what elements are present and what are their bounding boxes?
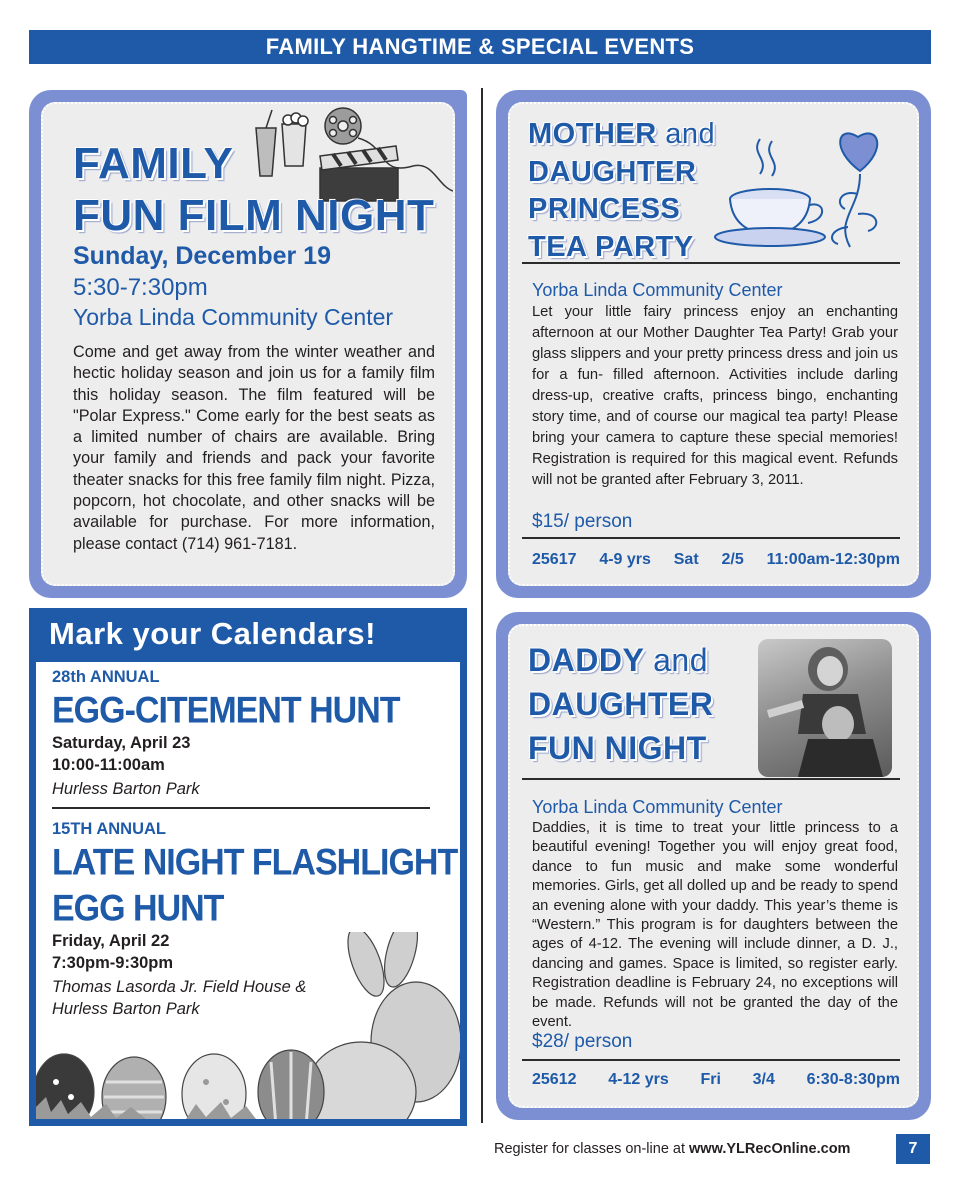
event2-annual: 15TH ANNUAL	[52, 820, 166, 838]
daddy-class-ages: 4-12 yrs	[608, 1071, 669, 1088]
event1-date: Saturday, April 23	[52, 734, 191, 752]
tea-class-time: 11:00am-12:30pm	[766, 551, 900, 568]
daddy-title-daddy: DADDY	[528, 642, 644, 678]
footer-url[interactable]: www.YLRecOnline.com	[689, 1141, 851, 1157]
film-location: Yorba Linda Community Center	[73, 304, 394, 330]
event1-time: 10:00-11:00am	[52, 756, 165, 774]
daddy-class-day: Fri	[700, 1071, 721, 1088]
film-night-card	[29, 90, 467, 598]
calendar-heading: Mark your Calendars!	[49, 616, 376, 651]
tea-title-teaparty: TEA PARTY	[528, 230, 694, 263]
daddy-title-rule	[522, 778, 900, 780]
daddy-class-info	[532, 1071, 900, 1089]
event2-place-line2: Hurless Barton Park	[52, 1000, 200, 1018]
film-title-line2: FUN FILM NIGHT	[73, 191, 435, 240]
daddy-class-date: 3/4	[752, 1071, 775, 1088]
tea-class-day: Sat	[673, 551, 699, 568]
event2-name-line1: LATE NIGHT FLASHLIGHT	[52, 842, 458, 884]
tea-party-card	[496, 90, 931, 598]
teacup-heart-illustration	[710, 119, 890, 249]
footer-register-text	[494, 1141, 850, 1157]
tea-description: Let your little fairy princess enjoy an enchanting afternoon at our Mother Daughter Tea Party! Grab your glass slippers and your pretty princess dress and join us for a fun- filled afternoon. Activities include darling dress-up, creative crafts, princess bingo, enchanting story time, and of course our magical tea party! Please bring your camera to capture these special memories! Registration is required for this magical event. Refunds will not be granted after February 3, 2011.	[532, 304, 898, 488]
event2-name-line2: EGG HUNT	[52, 888, 224, 930]
section-header: FAMILY HANGTIME & SPECIAL EVENTS	[29, 30, 931, 64]
event2-date: Friday, April 22	[52, 932, 170, 950]
daddy-daughter-card-inner	[508, 624, 919, 1108]
calendar-divider	[52, 807, 430, 809]
tea-price: $15/ person	[532, 511, 633, 532]
daddy-daughter-card	[496, 612, 931, 1120]
father-daughter-photo	[758, 639, 892, 777]
film-date: Sunday, December 19	[73, 242, 331, 270]
event1-name: EGG-CITEMENT HUNT	[52, 690, 400, 732]
tea-party-card-inner	[508, 102, 919, 586]
daddy-title-daughter: DAUGHTER	[528, 686, 714, 722]
tea-title-daughter: DAUGHTER	[528, 155, 697, 188]
daddy-description: Daddies, it is time to treat your little princess to a beautiful evening! Together you will enjoy great food, dance to fun music and make some wonderful memories. Girls, get all dolled up and be ready to spend an evening alone with your daddy. This year’s theme is “Western.” This program is for daughters between the ages of 4-12. The evening will include dinner, a D. J., dancing and games. Space is limited, so register early. Registration deadline is February 24, no exceptions will be made. Refunds will not be granted the day of the event.	[532, 820, 898, 1031]
daddy-location: Yorba Linda Community Center	[532, 797, 783, 817]
film-title-line1: FAMILY	[73, 139, 234, 188]
film-description: Come and get away from the winter weather and hectic holiday season and join us for a family film this holiday season. The film featured will be "Polar Express." Come early for the best seats as a limited number of chairs are available. Bring your family and friends and pack your favorite theater snacks for this free family film night. Pizza, popcorn, hot chocolate, and other snacks will be available for purchase. For more information, please contact (714) 961-7181.	[73, 343, 435, 553]
tea-class-date: 2/5	[721, 551, 744, 568]
tea-party-title	[528, 116, 715, 266]
daddy-class-time: 6:30-8:30pm	[806, 1071, 900, 1088]
tea-title-rule	[522, 262, 900, 264]
tea-title-and: and	[665, 118, 716, 150]
event2-time: 7:30pm-9:30pm	[52, 954, 174, 972]
footer-register-label: Register for classes on-line at	[494, 1141, 690, 1157]
daddy-class-code: 25612	[532, 1071, 577, 1088]
film-time: 5:30-7:30pm	[73, 274, 208, 301]
event2-place-line1: Thomas Lasorda Jr. Field House &	[52, 978, 307, 996]
tea-info-rule	[522, 537, 900, 539]
tea-class-info	[532, 551, 900, 569]
tea-class-ages: 4-9 yrs	[599, 551, 651, 568]
tea-title-princess: PRINCESS	[528, 193, 681, 225]
tea-class-code: 25617	[532, 551, 577, 568]
daddy-title-funnight: FUN NIGHT	[528, 730, 707, 766]
film-night-card-inner	[41, 102, 455, 586]
event1-place: Hurless Barton Park	[52, 780, 200, 798]
calendar-panel-inner	[36, 662, 460, 1119]
column-divider	[481, 88, 483, 1123]
daddy-price: $28/ person	[532, 1031, 633, 1052]
daddy-title-and: and	[653, 642, 708, 678]
daddy-info-rule	[522, 1059, 900, 1061]
calendar-panel	[29, 608, 467, 1126]
event1-annual: 28th ANNUAL	[52, 668, 160, 686]
page-number: 7	[896, 1134, 930, 1164]
daddy-title	[528, 638, 713, 770]
tea-title-mother: MOTHER	[528, 118, 657, 150]
tea-location: Yorba Linda Community Center	[532, 280, 783, 300]
